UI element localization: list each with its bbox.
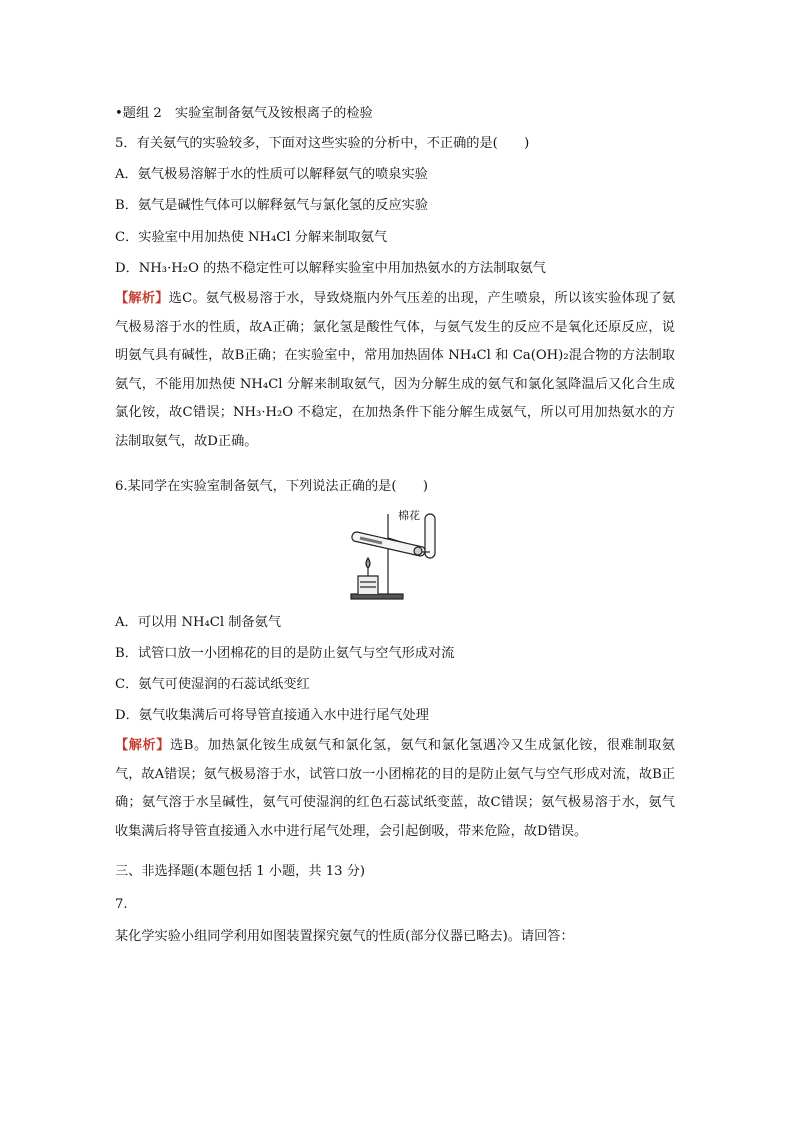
question-5-stem: 5．有关氨气的实验较多，下面对这些实验的分析中，不正确的是( ) bbox=[115, 136, 530, 151]
analysis-tag: 【解析】 bbox=[115, 291, 169, 306]
question-7-number: 7. bbox=[115, 897, 128, 912]
q5-option-d: D．NH₃·H₂O 的热不稳定性可以解释实验室中用加热氨水的方法制取氨气 bbox=[115, 261, 546, 276]
ammonia-apparatus-figure bbox=[348, 508, 444, 604]
cotton-label: 棉花 bbox=[398, 509, 420, 522]
q5-option-c: C．实验室中用加热使 NH₄Cl 分解来制取氨气 bbox=[115, 230, 388, 245]
section-3-heading: 三、非选择题(本题包括 1 小题，共 13 分) bbox=[115, 864, 366, 879]
analysis-text: 选C。氨气极易溶于水，导致烧瓶内外气压差的出现，产生喷泉，所以该实验体现了氨气极易溶于水的性质，故A正确；氯化氢是酸性气体，与氨气发生的反应不是氧化还原反应，说明氨气具有碱性，故B正确；在实验室中，常用加热固体 NH₄Cl 和 Ca(OH)₂混合物的方法制取氨气，不能用加热使 NH₄Cl 分解来制取氨气，因为分解生成的氨气和氯化氢降温后又化合生成氯化铵，故C错误；NH₃·H₂O 不稳定，在加热条件下能分解生成氨气，所以可用加热氨水的方法制取氨气，故D正确。 bbox=[115, 291, 675, 449]
group-header: •题组 2 实验室制备氨气及铵根离子的检验 bbox=[115, 106, 373, 121]
analysis-text: 选B。加热氯化铵生成氨气和氯化氢，氨气和氯化氢遇冷又生成氯化铵，很难制取氨气，故A错误；氨气极易溶于水，试管口放一小团棉花的目的是防止氨气与空气形成对流，故B正确；氨气溶于水呈碱性，氨气可使湿润的红色石蕊试纸变蓝，故C错误；氨气极易溶于水，氨气收集满后将导管直接通入水中进行尾气处理，会引起倒吸，带来危险，故D错误。 bbox=[115, 738, 675, 839]
q6-analysis bbox=[115, 732, 675, 846]
analysis-tag: 【解析】 bbox=[115, 738, 171, 753]
q5-option-b: B．氨气是碱性气体可以解释氨气与氯化氢的反应实验 bbox=[115, 198, 429, 213]
question-7-stem: 某化学实验小组同学利用如图装置探究氨气的性质(部分仪器已略去)。请回答： bbox=[115, 929, 574, 944]
q6-option-b: B．试管口放一小团棉花的目的是防止氨气与空气形成对流 bbox=[115, 646, 455, 661]
q5-analysis bbox=[115, 285, 675, 456]
q6-option-c: C．氨气可使湿润的石蕊试纸变红 bbox=[115, 677, 310, 692]
q6-option-d: D．氨气收集满后可将导管直接通入水中进行尾气处理 bbox=[115, 708, 429, 723]
q6-option-a: A．可以用 NH₄Cl 制备氨气 bbox=[115, 615, 282, 630]
question-6-stem: 6.某同学在实验室制备氨气，下列说法正确的是( ) bbox=[115, 479, 428, 494]
q5-option-a: A．氨气极易溶解于水的性质可以解释氨气的喷泉实验 bbox=[115, 167, 428, 182]
